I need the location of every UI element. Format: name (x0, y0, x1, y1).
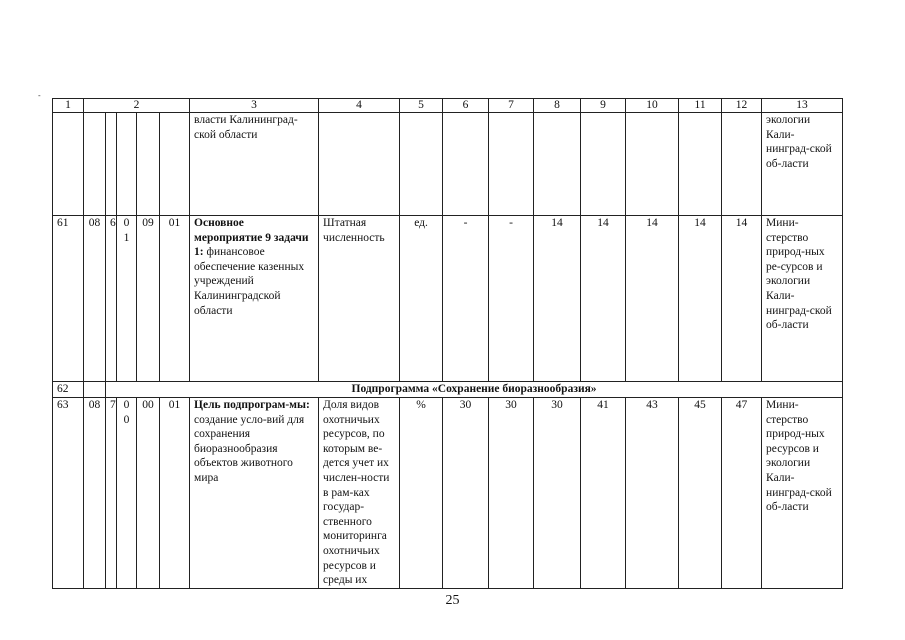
value-cell: 30 (534, 398, 581, 589)
value-cell (679, 113, 722, 216)
executor-cell: Мини-стерство природ-ных ре-сурсов и экологии Кали-нинград-ской об-ласти (762, 216, 843, 382)
description-text: создание усло-вий для сохранения биоразнообразия объектов животного мира (194, 413, 305, 484)
code-cell (117, 113, 137, 216)
executor-cell: экологии Кали-нинград-ской об-ласти (762, 113, 843, 216)
value-cell: 14 (626, 216, 679, 382)
description-heading: Цель подпрограм-мы: (194, 399, 310, 411)
code-cell: 01 (160, 398, 190, 589)
description-text: финансовое обеспечение казенных учреждений Калининградской области (194, 246, 305, 317)
value-cell (722, 113, 762, 216)
value-cell: 30 (489, 398, 534, 589)
code-cell (84, 382, 106, 398)
value-cell: 14 (581, 216, 626, 382)
value-cell: 41 (581, 398, 626, 589)
indicator-cell: Штатная численность (319, 216, 400, 382)
description-heading: Основное мероприятие 9 задачи 1: (194, 217, 309, 259)
header-cell: 12 (722, 99, 762, 113)
value-cell: - (443, 216, 489, 382)
header-cell: 9 (581, 99, 626, 113)
table-row (53, 398, 843, 589)
value-cell (534, 113, 581, 216)
description-cell (190, 398, 319, 589)
header-cell: 1 (53, 99, 84, 113)
code-cell: 01 (160, 216, 190, 382)
unit-cell: % (400, 398, 443, 589)
indicators-table (52, 98, 843, 589)
code-cell (160, 113, 190, 216)
row-number-cell (53, 113, 84, 216)
code-cell (137, 113, 160, 216)
row-number-cell: 62 (53, 382, 84, 398)
header-cell: 3 (190, 99, 319, 113)
value-cell: 30 (443, 398, 489, 589)
value-cell: 45 (679, 398, 722, 589)
description-cell: власти Калининград-ской области (190, 113, 319, 216)
unit-cell: ед. (400, 216, 443, 382)
code-cell (106, 113, 117, 216)
value-cell (443, 113, 489, 216)
subprogram-title: Подпрограмма «Сохранение биоразнообразия» (106, 382, 843, 398)
code-cell: 09 (137, 216, 160, 382)
row-number-cell: 63 (53, 398, 84, 589)
header-cell: 6 (443, 99, 489, 113)
page-number: 25 (445, 593, 460, 608)
value-cell (626, 113, 679, 216)
value-cell: 43 (626, 398, 679, 589)
value-cell: 47 (722, 398, 762, 589)
indicator-cell (319, 113, 400, 216)
table-row (53, 113, 843, 216)
table-row (53, 382, 843, 398)
code-cell: 00 (137, 398, 160, 589)
code-cell: 6 (106, 216, 117, 382)
executor-cell: Мини-стерство природ-ных ресурсов и экологии Кали-нинград-ской об-ласти (762, 398, 843, 589)
header-cell: 7 (489, 99, 534, 113)
unit-cell (400, 113, 443, 216)
code-cell: 08 (84, 216, 106, 382)
indicator-cell: Доля видов охотничьих ресурсов, по которым ве-дется учет их числен-ности в рам-ках государ-ственного мониторинга охотничьих ресурсов и среды их (319, 398, 400, 589)
header-cell: 11 (679, 99, 722, 113)
code-cell: 00 (117, 398, 137, 589)
description-cell (190, 216, 319, 382)
row-number-cell: 61 (53, 216, 84, 382)
code-cell: 7 (106, 398, 117, 589)
value-cell: 14 (722, 216, 762, 382)
value-cell: 14 (534, 216, 581, 382)
header-cell: 8 (534, 99, 581, 113)
code-cell (84, 113, 106, 216)
value-cell: - (489, 216, 534, 382)
table-row (53, 216, 843, 382)
value-cell (489, 113, 534, 216)
value-cell (581, 113, 626, 216)
code-cell: 08 (84, 398, 106, 589)
header-row (53, 99, 843, 113)
header-cell: 4 (319, 99, 400, 113)
code-cell: 01 (117, 216, 137, 382)
header-cell: 2 (84, 99, 190, 113)
value-cell: 14 (679, 216, 722, 382)
margin-mark: - (38, 91, 41, 100)
header-cell: 13 (762, 99, 843, 113)
header-cell: 10 (626, 99, 679, 113)
header-cell: 5 (400, 99, 443, 113)
